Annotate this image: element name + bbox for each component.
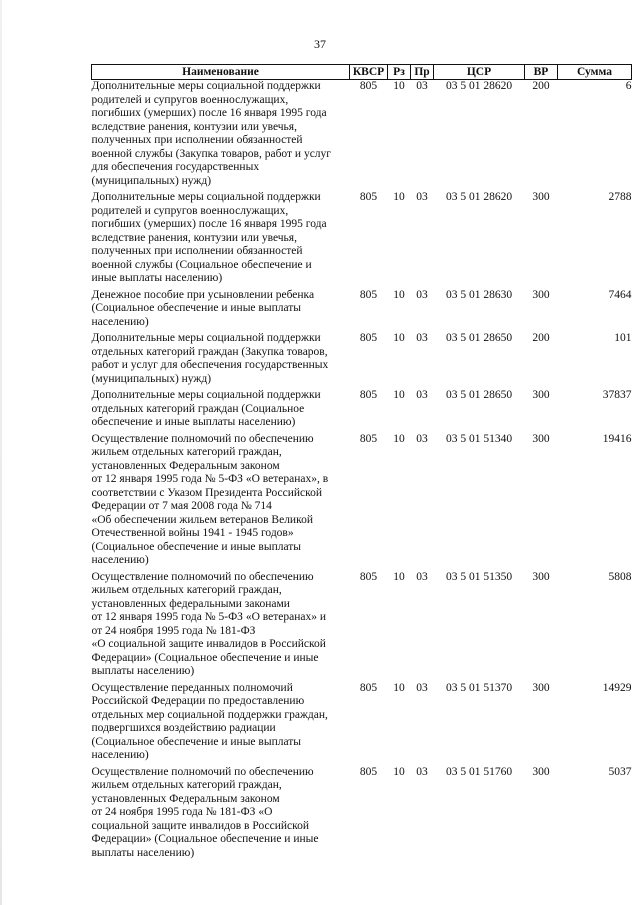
- name-line: родителей и супругов военнослужащих,: [91, 204, 289, 217]
- budget-table: [91, 64, 632, 863]
- name-line: «О социальной защите инвалидов в Российской: [91, 638, 326, 650]
- row-vr-cell: 300: [532, 432, 550, 445]
- name-line: Отечественной войны 1941 - 1945 годов»: [91, 527, 294, 539]
- row-sum-cell: 101: [614, 332, 632, 344]
- name-line: соответствии с Указом Президента Российской: [91, 486, 323, 499]
- name-line: вследствие ранения, контузии или увечья,: [91, 231, 297, 244]
- row-vr-cell: 200: [532, 332, 550, 344]
- row-pr-cell: 03: [416, 191, 428, 203]
- row-vr-cell: 300: [532, 288, 550, 301]
- row-sum-cell: 5037: [608, 765, 632, 778]
- name-line: вследствие ранения, контузии или увечья,: [91, 120, 297, 133]
- row-kvsr-cell: 805: [359, 80, 378, 92]
- name-line: установленных Федеральным законом: [91, 459, 280, 472]
- header-rz: Рз: [388, 65, 411, 80]
- name-line: Федерации» (Социальное обеспечение и иные: [91, 651, 319, 664]
- name-line: населению): [91, 554, 149, 566]
- row-vr-cell: 300: [532, 389, 550, 401]
- row-name-cell: [92, 191, 350, 289]
- name-line: (муниципальных) нужд): [91, 174, 212, 187]
- table-row: [92, 80, 632, 192]
- row-pr-cell: 03: [416, 288, 428, 301]
- name-line: Денежное пособие при усыновлении ребенка: [91, 288, 315, 301]
- row-vr-cell: 300: [532, 570, 550, 583]
- name-line: (Социальное обеспечение и иные выплаты: [91, 735, 302, 748]
- name-line: выплаты населению): [91, 665, 195, 677]
- row-csr-cell: 03 5 01 28620: [445, 191, 513, 203]
- row-sum-cell: 6: [625, 80, 632, 92]
- name-line: «Об обеспечении жильем ветеранов Великой: [91, 513, 313, 526]
- row-kvsr-cell: 805: [359, 389, 378, 401]
- row-sum-cell: 19416: [602, 432, 632, 445]
- name-line: установленных федеральными законами: [91, 597, 290, 610]
- name-line: населению): [91, 315, 149, 328]
- header-csr: ЦСР: [434, 65, 525, 80]
- row-csr-cell: 03 5 01 51370: [445, 681, 513, 694]
- row-name-cell: [92, 289, 350, 333]
- row-name-cell: [92, 433, 350, 571]
- table-row: [92, 766, 632, 864]
- name-line: (Социальное обеспечение и иные выплаты: [91, 302, 302, 314]
- row-pr-cell: 03: [416, 80, 428, 92]
- row-pr-cell: 03: [416, 389, 428, 401]
- name-line: Федерации» (Социальное обеспечение и иные: [91, 833, 319, 845]
- row-vr-cell: 200: [532, 80, 550, 92]
- name-line: жильем отдельных категорий граждан,: [91, 779, 282, 791]
- row-pr-cell: 03: [416, 432, 428, 445]
- name-line: установленных Федеральным законом: [91, 792, 280, 805]
- name-line: Дополнительные меры социальной поддержки: [91, 389, 321, 401]
- name-line: подвергшихся воздействию радиации: [91, 722, 276, 734]
- name-line: отдельных категорий граждан (Закупка товаров,: [91, 345, 328, 358]
- row-name-cell: [92, 80, 350, 192]
- name-line: Российской Федерации по предоставлению: [91, 695, 305, 707]
- table-body: [92, 80, 632, 864]
- row-name-cell: [92, 766, 350, 864]
- row-sum-cell: 7464: [608, 288, 632, 301]
- row-name-cell: [92, 389, 350, 433]
- row-name-cell: [92, 571, 350, 682]
- table-row: [92, 332, 632, 389]
- row-name-cell: [92, 332, 350, 389]
- row-csr-cell: 03 5 01 28630: [445, 288, 513, 301]
- name-line: военной службы (Социальное обеспечение и: [91, 258, 312, 271]
- table-row: [92, 389, 632, 433]
- header-vr: ВР: [525, 65, 558, 80]
- header-pr: Пр: [411, 65, 434, 80]
- row-pr-cell: 03: [416, 765, 428, 778]
- table-row: [92, 289, 632, 333]
- row-rz-cell: 10: [393, 765, 405, 778]
- header-kvsr: КВСР: [350, 65, 388, 80]
- name-line: (Социальное обеспечение и иные выплаты: [91, 540, 302, 553]
- row-kvsr-cell: 805: [359, 191, 378, 203]
- name-line: населению): [91, 749, 149, 761]
- row-pr-cell: 03: [416, 681, 428, 694]
- name-line: военной службы (Закупка товаров, работ и услуг: [91, 147, 332, 160]
- name-line: погибших (умерших) после 16 января 1995 года: [91, 107, 327, 119]
- row-rz-cell: 10: [393, 570, 405, 583]
- name-line: Осуществление полномочий по обеспечению: [91, 570, 314, 583]
- row-sum-cell: 37837: [602, 389, 632, 401]
- name-line: жильем отдельных категорий граждан,: [91, 584, 282, 596]
- row-csr-cell: 03 5 01 28650: [445, 332, 513, 344]
- name-line: Дополнительные меры социальной поддержки: [91, 80, 321, 92]
- row-csr-cell: 03 5 01 28650: [445, 389, 513, 401]
- row-rz-cell: 10: [393, 432, 405, 445]
- row-rz-cell: 10: [393, 191, 405, 203]
- table-row: [92, 571, 632, 682]
- row-rz-cell: 10: [393, 332, 405, 344]
- row-rz-cell: 10: [393, 80, 405, 92]
- table-row: [92, 433, 632, 571]
- row-kvsr-cell: 805: [359, 681, 378, 694]
- name-line: отдельных категорий граждан (Социальное: [91, 402, 305, 415]
- row-sum-cell: 2788: [608, 191, 632, 203]
- name-line: погибших (умерших) после 16 января 1995 года: [91, 218, 327, 230]
- table-row: [92, 682, 632, 766]
- row-sum-cell: 5808: [608, 570, 632, 583]
- row-kvsr-cell: 805: [359, 570, 378, 583]
- name-line: Осуществление полномочий по обеспечению: [91, 432, 314, 445]
- row-csr-cell: 03 5 01 51340: [445, 432, 513, 445]
- row-sum-cell: 14929: [602, 681, 632, 694]
- name-line: социальной защите инвалидов в Российской: [91, 819, 310, 832]
- row-pr-cell: 03: [416, 332, 428, 344]
- row-vr-cell: 300: [532, 191, 550, 203]
- row-rz-cell: 10: [393, 681, 405, 694]
- name-line: от 24 ноября 1995 года № 181-ФЗ: [91, 624, 256, 637]
- table-row: [92, 191, 632, 289]
- name-line: отдельных мер социальной поддержки граждан,: [91, 708, 328, 721]
- name-line: иные выплаты населению): [91, 272, 223, 284]
- row-vr-cell: 300: [532, 681, 550, 694]
- name-line: полученных при исполнении обязанностей: [91, 134, 303, 146]
- row-kvsr-cell: 805: [359, 332, 378, 344]
- row-csr-cell: 03 5 01 51760: [445, 765, 513, 778]
- name-line: Осуществление полномочий по обеспечению: [91, 765, 314, 778]
- header-name: Наименование: [92, 65, 350, 80]
- name-line: от 12 января 1995 года № 5-ФЗ «О ветеранах» и: [91, 611, 326, 623]
- name-line: Дополнительные меры социальной поддержки: [91, 332, 321, 344]
- name-line: работ и услуг для обеспечения государственных: [91, 359, 329, 371]
- name-line: выплаты населению): [91, 846, 195, 859]
- row-rz-cell: 10: [393, 288, 405, 301]
- name-line: жильем отдельных категорий граждан,: [91, 446, 282, 458]
- name-line: (муниципальных) нужд): [91, 372, 212, 385]
- row-csr-cell: 03 5 01 28620: [445, 80, 513, 92]
- row-kvsr-cell: 805: [359, 765, 378, 778]
- row-kvsr-cell: 805: [359, 432, 378, 445]
- table-header-row: [92, 65, 632, 80]
- row-kvsr-cell: 805: [359, 288, 378, 301]
- name-line: обеспечение и иные выплаты населению): [91, 416, 296, 428]
- header-sum: Сумма: [558, 65, 632, 80]
- row-rz-cell: 10: [393, 389, 405, 401]
- page-number: 37: [314, 37, 326, 51]
- row-name-cell: [92, 682, 350, 766]
- row-csr-cell: 03 5 01 51350: [445, 570, 513, 583]
- name-line: Федерации от 7 мая 2008 года № 714: [91, 500, 272, 512]
- name-line: полученных при исполнении обязанностей: [91, 245, 303, 257]
- name-line: от 24 ноября 1995 года № 181-ФЗ «О: [91, 806, 273, 818]
- row-pr-cell: 03: [416, 570, 428, 583]
- name-line: Дополнительные меры социальной поддержки: [91, 191, 321, 203]
- name-line: от 12 января 1995 года № 5-ФЗ «О ветеранах», в: [91, 473, 329, 485]
- name-line: для обеспечения государственных: [91, 161, 260, 173]
- scan-left-edge: [0, 0, 2, 905]
- name-line: Осуществление переданных полномочий: [91, 681, 293, 694]
- name-line: родителей и супругов военнослужащих,: [91, 93, 289, 106]
- row-vr-cell: 300: [532, 765, 550, 778]
